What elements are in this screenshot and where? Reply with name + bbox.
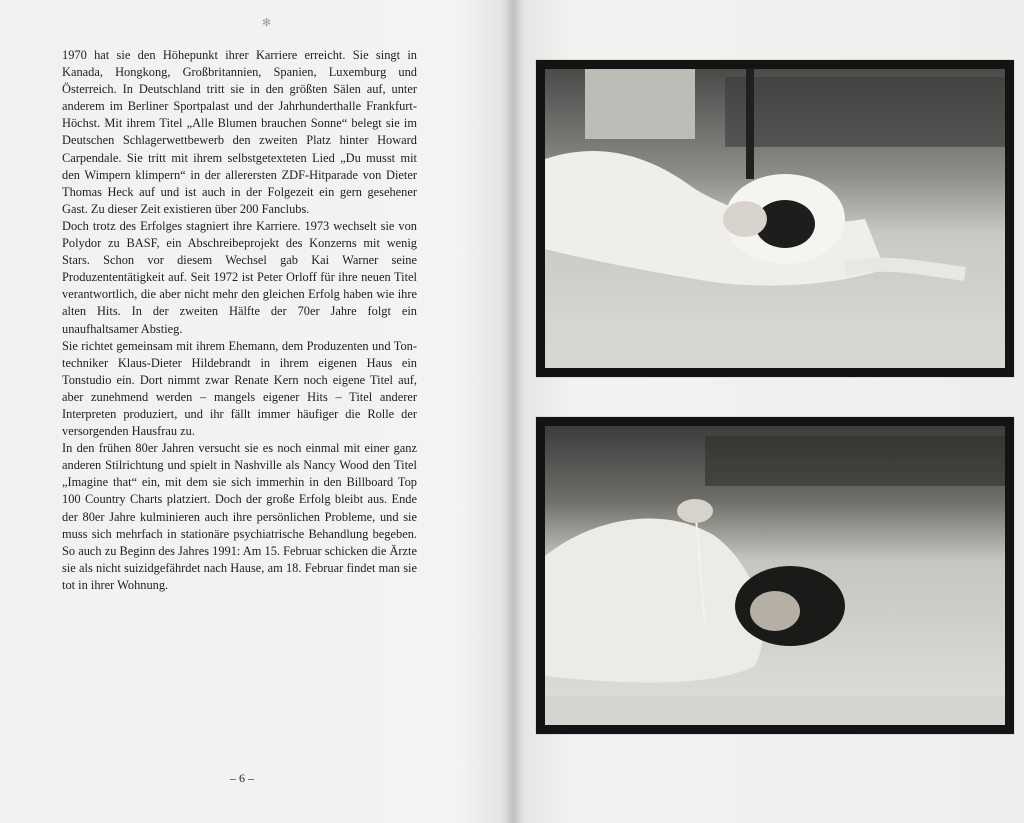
paragraph-2: Doch trotz des Erfolges stagniert ihre Karriere. 1973 wechselt sie von Polydor zu BASF, ein Abschreibeprojekt des Konzerns mit wenig Stars. Schon vor diesem Wechsel gab Kai Warner seine Produzententätigkeit auf. Seit 1972 ist Peter Orloff für ihre neuen Titel verantwortlich, die aber nicht mehr den gleichen Erfolg haben wie ihre alten Hits. In der zweiten Hälfte der 70er Jahre folgt ein unaufhaltsamer Abstieg. (62, 218, 417, 336)
page-number: – 6 – (230, 771, 254, 785)
photo-singer-lying-on-floor (536, 417, 1014, 734)
photo-1-image (545, 69, 1005, 368)
paragraph-1: 1970 hat sie den Höhepunkt ihrer Karriere erreicht. Sie singt in Kanada, Hongkong, Großbritannien, Spanien, Luxemburg und Österreich. In Deutschland tritt sie in den größten Sälen auf, unter anderem im Berliner Sportpalast und der Jahrhunderthalle Frankfurt-Höchst. Mit ihrem Titel „Alle Blumen brauchen Sonne“ belegt sie im Deutschen Schlagerwettbewerb den zweiten Platz hinter Howard Carpendale. Sie tritt mit ihrem selbstgetexteten Lied „Du musst mit den Wimpern klimpern“ in der allerersten ZDF-Hitparade von Dieter Thomas Heck auf und ist auch in der Folgezeit ein gern gesehener Gast. Zu dieser Zeit existieren über 200 Fanclubs. (62, 48, 417, 216)
paper-speck-icon: ✻ (262, 17, 272, 29)
paragraph-4: In den frühen 80er Jahren versucht sie es noch einmal mit einer ganz anderen Stilrichtung und spielt in Nashville als Nancy Wood den Titel „Imagine that“ ein, mit dem sie sich immerhin in den Billboard Top 100 Country Charts platziert. Doch der große Erfolg bleibt aus. Ende der 80er Jahre kulminieren auch ihre persönlichen Probleme, und sie muss sich mehrfach in stationäre psychiatrische Behandlung begeben. So auch zu Beginn des Jahres 1991: Am 15. Februar schicken die Ärzte sie als nicht suizidgefährdet nach Hause, am 18. Februar findet man sie tot in ihrer Wohnung. (62, 441, 417, 592)
body-text (62, 47, 417, 594)
photo-singer-lying-with-microphone (536, 60, 1014, 377)
right-page (512, 0, 1024, 823)
paragraph-3: Sie richtet gemeinsam mit ihrem Ehemann, dem Produzenten und Tontechniker Klaus-Dieter Hildebrandt in ihrem eigenen Haus ein Tonstudio ein. Dort nimmt zwar Renate Kern noch eigene Titel auf, aber zunehmend werden – mangels eigener Hits – Titel anderer Interpreten produziert, und ihr fällt immer häufiger die Rolle der versorgenden Hausfrau zu. (62, 338, 417, 439)
photo-2-image (545, 426, 1005, 725)
